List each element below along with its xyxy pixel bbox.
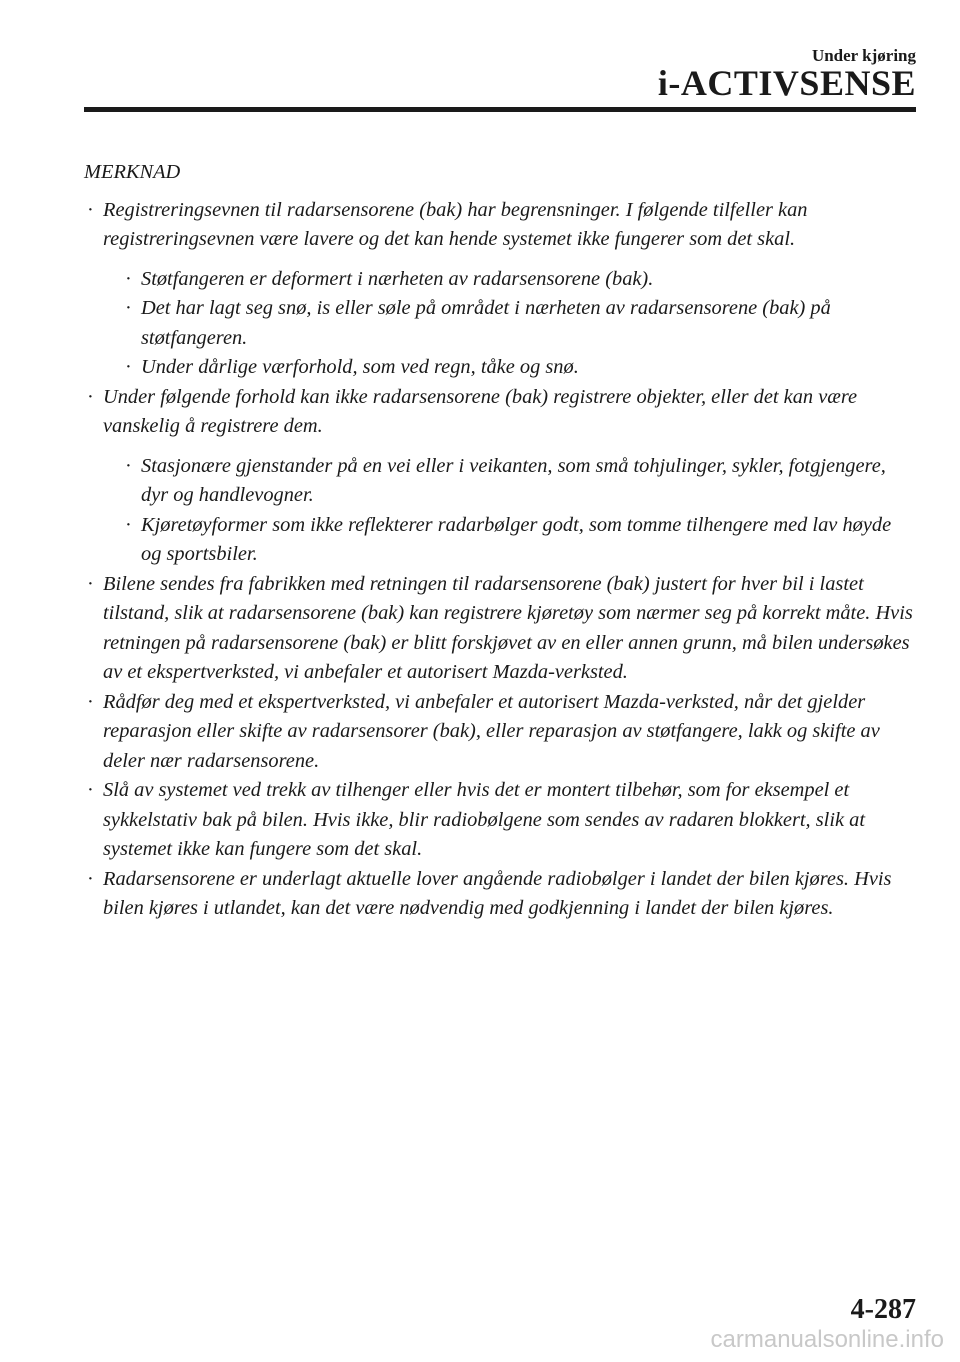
section-header: Under kjøring	[811, 46, 916, 65]
bullet-icon: ·	[87, 779, 94, 801]
list-item-text: Radarsensorene er underlagt aktuelle lover angående radiobølger i landet der bilen kjøres. Hvis bilen kjøres i utlandet, kan det være nødvendig med godkjenning i landet der bilen kjøres.	[103, 867, 892, 919]
list-item-text: Rådfør deg med et ekspertverksted, vi anbefaler et autorisert Mazda-verksted, når det gjelder reparasjon eller skifte av radarsensorer (bak), eller reparasjon av støtfangere, lakk og skifte av deler nær radarsensorene.	[103, 690, 880, 772]
bullet-icon: ·	[125, 454, 132, 477]
sub-list	[103, 452, 916, 570]
sub-list-item	[103, 452, 916, 511]
list-item-text: Slå av systemet ved trekk av tilhenger eller hvis det er montert tilbehør, som for eksempel et sykkelstativ bak på bilen. Hvis ikke, blir radiobølgene som sendes av radaren blokkert, slik at systemet ikke kan fungere som det skal.	[103, 779, 866, 860]
list-item	[84, 688, 916, 777]
bullet-icon: ·	[125, 513, 132, 536]
list-item	[84, 383, 916, 570]
list-item-text: Bilene sendes fra fabrikken med retningen til radarsensorene (bak) justert for hver bil i lastet tilstand, slik at radarsensorene (bak) kan registrere kjøretøy som nærmer seg på korrekt måte. Hvis retningen på radarsensorene (bak) er blitt forskjøvet av en eller annen grunn, må bilen undersøkes av et ekspertverksted, vi anbefaler et autorisert Mazda-verksted.	[103, 572, 913, 683]
bullet-icon: ·	[87, 385, 94, 408]
sub-list-item-text: Det har lagt seg snø, is eller søle på området i nærheten av radarsensorene (bak) på støtfangeren.	[141, 297, 831, 349]
sub-list-item-text: Stasjonære gjenstander på en vei eller i veikanten, som små tohjulinger, sykler, fotgjengere, dyr og handlevogner.	[141, 454, 886, 506]
bullet-icon: ·	[125, 356, 132, 378]
note-block	[84, 158, 916, 924]
bullet-icon: ·	[125, 267, 132, 290]
bullet-icon: ·	[87, 572, 94, 595]
list-item	[84, 865, 916, 924]
header-divider	[84, 107, 916, 112]
sub-list-item	[103, 511, 916, 570]
sub-list-item-text: Støtfangeren er deformert i nærheten av radarsensorene (bak).	[141, 267, 654, 290]
bullet-icon: ·	[87, 867, 94, 890]
watermark-text: carmanualsonline.info	[710, 1326, 944, 1353]
list-item	[84, 570, 916, 688]
sub-list	[103, 265, 916, 383]
list-item	[84, 776, 916, 865]
list-item-text: Registreringsevnen til radarsensorene (bak) har begrensninger. I følgende tilfeller kan registreringsevnen være lavere og det kan hende systemet ikke fungerer som det skal.	[103, 198, 808, 250]
sub-list-item-text: Under dårlige værforhold, som ved regn, tåke og snø.	[141, 356, 579, 378]
bullet-icon: ·	[87, 690, 94, 713]
sub-list-item	[103, 265, 916, 295]
list-item	[84, 196, 916, 383]
list-item-text: Under følgende forhold kan ikke radarsensorene (bak) registrere objekter, eller det kan være vanskelig å registrere dem.	[103, 385, 858, 437]
bullet-icon: ·	[125, 297, 132, 319]
chapter-title: i-ACTIVSENSE	[657, 63, 916, 103]
note-heading: MERKNAD	[84, 161, 181, 183]
page-number: 4-287	[850, 1294, 916, 1325]
sub-list-item	[103, 294, 916, 353]
note-list	[84, 196, 916, 924]
bullet-icon: ·	[87, 198, 94, 221]
sub-list-item	[103, 353, 916, 383]
sub-list-item-text: Kjøretøyformer som ikke reflekterer radarbølger godt, som tomme tilhengere med lav høyde og sportsbiler.	[141, 513, 892, 565]
